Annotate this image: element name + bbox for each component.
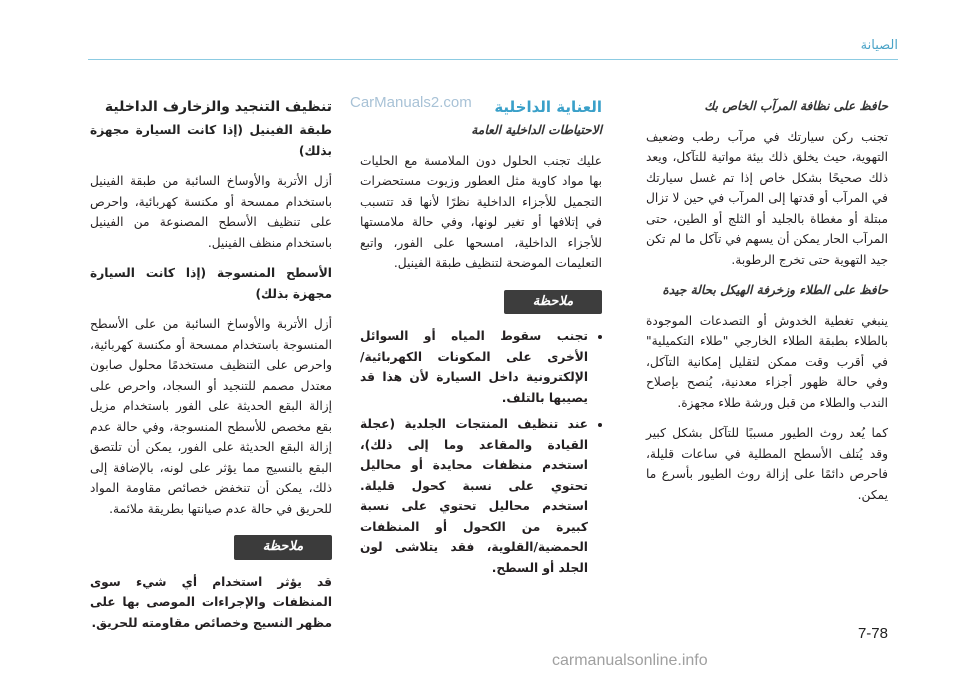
upholstery-title: تنظيف التنجيد والزخارف الداخلية	[104, 99, 332, 115]
note-bullet-item: • عند تنظيف المنتجات الجلدية (عجلة القيادة والمقاعد وما إلى ذلك)، استخدم منظفات محايدة أو محاليل تحتوي على نسبة كحول قليلة. استخدم محاليل تحتوي على نسبة كبيرة من الكحول أو المنظفات الحمضية/القلوية، فقد يتلاشى لون الجلد أو السطح.	[360, 414, 588, 578]
section-header: الصيانة	[860, 38, 898, 53]
middle-column	[360, 96, 602, 584]
left-column	[90, 96, 332, 643]
interior-precautions-paragraph: عليك تجنب الحلول دون الملامسة مع الحليات بها مواد كاوية مثل العطور وزيوت مستحضرات التجميل للأجزاء الداخلية نظرًا لأنها قد تتسبب في إتلافها أو تغير لونها، وفي حالة ملامستها للأجزاء الداخلية، امسحها على الفور، واتبع التعليمات الموضحة لتنظيف طبقة الفينيل.	[360, 153, 602, 270]
garage-subtitle: حافظ على نظافة المرآب الخاص بك	[704, 99, 888, 113]
vinyl-paragraph: أزل الأتربة والأوساخ السائبة من طبقة الفينيل باستخدام ممسحة أو مكنسة كهربائية، واحرص على تنظيف الأسطح المصنوعة من الفينيل باستخدام منظف الفينيل.	[90, 174, 332, 250]
fabric-subtitle: الأسطح المنسوجة (إذا كانت السيارة مجهزة بذلك)	[90, 266, 332, 301]
paint-subtitle: حافظ على الطلاء وزخرفة الهيكل بحالة جيدة	[662, 283, 888, 297]
note-badge: ملاحظة	[234, 535, 332, 560]
page-number: 7-78	[857, 625, 888, 642]
right-column	[646, 96, 888, 515]
garage-paragraph: تجنب ركن سيارتك في مرآب رطب وضعيف التهوية، حيث يخلق ذلك بيئة مواتية للتآكل، ويعد ذلك صحيحًا بشكل خاص إذا تم غسل سيارتك في المرآب أو قدتها إلى المرآب في حين لا تزال مبتلة أو مغطاة بالجليد أو الثلج أو الطين، حتى المرآب الحار يمكن أن يسهم في تآكل ما لم تكن جيد التهوية حتى تخرج الرطوبة.	[646, 129, 888, 267]
note-bullets	[360, 326, 602, 578]
note-badge: ملاحظة	[504, 290, 602, 315]
note-paragraph: قد يؤثر استخدام أي شيء سوى المنظفات والإجراءات الموصى بها على مظهر النسيج وخصائص مقاومته للحريق.	[90, 574, 332, 630]
fabric-paragraph: أزل الأتربة والأوساخ السائبة من على الأسطح المنسوجة باستخدام ممسحة أو مكنسة كهربائية، واحرص على التنظيف مستخدمًا محلول صابون معتدل مصمم للتنجيد أو السجاد، واحرص على إزالة البقع الحديثة على الفور باستخدام مزيل بقع مخصص للأسطح المنسوجة، وفي حالة عدم إزالة البقع الحديثة على الفور، يمكن أن تلتصق البقع بالنسيج مما يؤثر على لونه، بالإضافة إلى ذلك، يمكن أن تنخفض خصائص مقاومة المواد للحريق في حالة عدم صيانتها بطريقة ملائمة.	[90, 317, 332, 516]
vinyl-subtitle: طبقة الفينيل (إذا كانت السيارة مجهزة بذلك)	[90, 123, 332, 158]
watermark-top: CarManuals2.com	[350, 94, 472, 111]
interior-precautions-subtitle: الاحتياطات الداخلية العامة	[471, 123, 602, 137]
paint-paragraph: ينبغي تغطية الخدوش أو التصدعات الموجودة بالطلاء بطبقة الطلاء الخارجي "طلاء التكميلية" في أقرب وقت ممكن لتقليل إمكانية التآكل، وفي حالة ظهور أجزاء معدنية، يُنصح بإصلاح الندب والطلاء من قبل ورشة طلاء مجهزة.	[646, 313, 888, 410]
watermark-bottom: carmanualsonline.info	[552, 652, 708, 669]
note-bullet-item: • تجنب سقوط المياه أو السوائل الأخرى على المكونات الكهربائية/الإلكترونية داخل السيارة لأن هذا قد يصيبها بالتلف.	[360, 326, 588, 408]
interior-care-title: العناية الداخلية	[494, 98, 602, 116]
header-divider	[88, 59, 898, 60]
bird-droppings-paragraph: كما يُعد روث الطيور مسببًا للتآكل بشكل كبير وقد يُتلف الأسطح المطلية في ساعات قليلة، فاحرص دائمًا على إزالة روث الطيور بأسرع ما يمكن.	[646, 426, 888, 502]
